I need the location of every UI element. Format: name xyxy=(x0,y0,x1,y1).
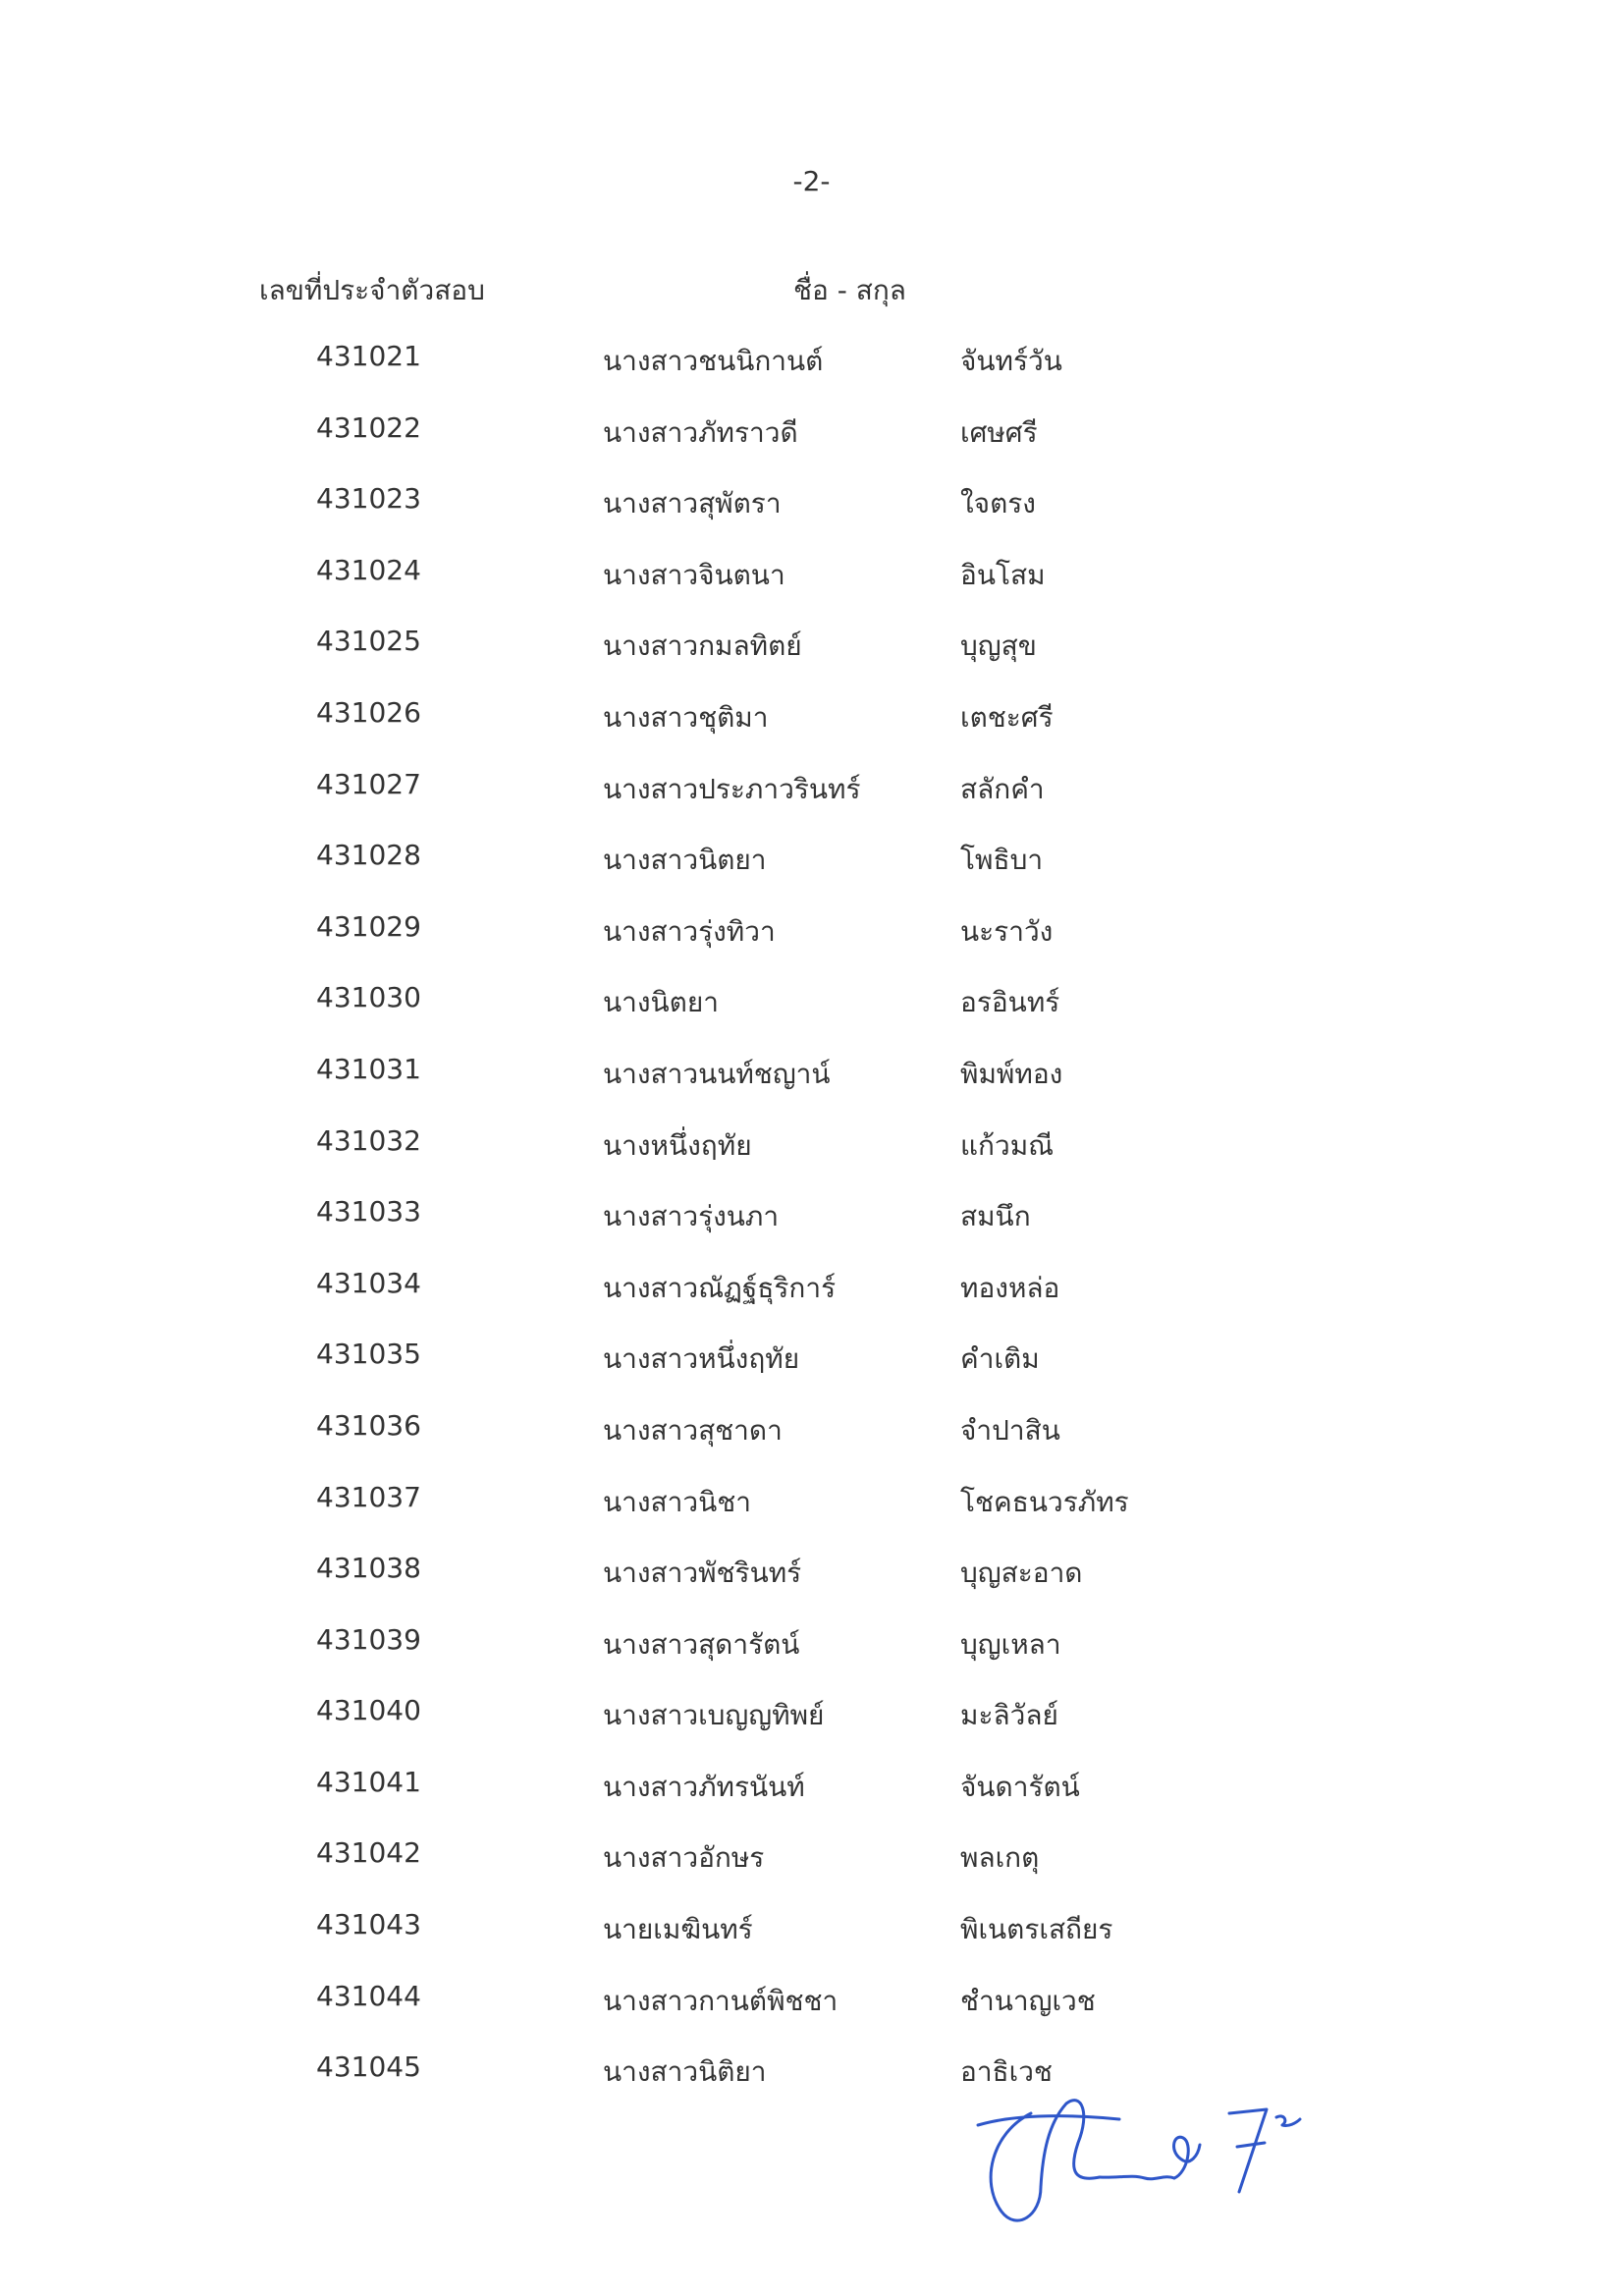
table-row xyxy=(0,2050,1623,2122)
candidate-last-name: จันดารัตน์ xyxy=(960,1770,1080,1803)
candidate-last-name: พิเนตรเสถียร xyxy=(960,1913,1113,1946)
candidate-id: 431025 xyxy=(316,625,421,658)
candidate-first-name: นางสาวชุติมา xyxy=(603,700,769,734)
candidate-last-name: อรอินทร์ xyxy=(960,986,1060,1019)
candidate-id: 431042 xyxy=(316,1836,421,1870)
table-row xyxy=(0,340,1623,411)
candidate-id: 431033 xyxy=(316,1195,421,1229)
candidate-id: 431028 xyxy=(316,839,421,872)
candidate-first-name: นางสาวนิชา xyxy=(603,1485,751,1518)
candidate-last-name: สลักคำ xyxy=(960,772,1045,805)
candidate-id: 431039 xyxy=(316,1622,421,1656)
table-row xyxy=(0,1267,1623,1339)
table-row xyxy=(0,1409,1623,1481)
table-row xyxy=(0,839,1623,910)
page-number: -2- xyxy=(792,165,831,197)
candidate-last-name: โชคธนวรภัทร xyxy=(960,1485,1129,1518)
header-name-label: ชื่อ - สกุล xyxy=(793,274,906,306)
candidate-id: 431043 xyxy=(316,1908,421,1941)
table-row xyxy=(0,1552,1623,1623)
candidate-first-name: นางสาวภัทรนันท์ xyxy=(603,1770,805,1803)
table-row xyxy=(0,625,1623,696)
table-row xyxy=(0,1908,1623,1980)
candidate-last-name: อาธิเวช xyxy=(960,2055,1053,2089)
candidate-first-name: นางสาวจินตนา xyxy=(603,558,785,591)
candidate-first-name: นางสาวกานต์พิชชา xyxy=(603,1984,839,2017)
candidate-first-name: นางหนึ่งฤทัย xyxy=(603,1128,752,1162)
candidate-last-name: บุญสะอาด xyxy=(960,1557,1083,1590)
table-row xyxy=(0,1766,1623,1837)
candidate-first-name: นางสาวณัฏฐ์ธุริการ์ xyxy=(603,1271,837,1304)
candidate-id: 431030 xyxy=(316,981,421,1014)
candidate-last-name: ทองหล่อ xyxy=(960,1271,1060,1304)
table-row xyxy=(0,482,1623,554)
candidate-first-name: นางสาวสุพัตรา xyxy=(603,487,782,520)
candidate-first-name: นางสาวประภาวรินทร์ xyxy=(603,772,861,805)
candidate-id: 431027 xyxy=(316,767,421,800)
candidate-last-name: จันทร์วัน xyxy=(960,345,1062,377)
candidate-last-name: นะราวัง xyxy=(960,914,1054,948)
candidate-last-name: โพธิบา xyxy=(960,844,1044,877)
candidate-last-name: บุญเหลา xyxy=(960,1627,1061,1661)
candidate-id: 431040 xyxy=(316,1694,421,1727)
candidate-first-name: นางสาวอักษร xyxy=(603,1841,765,1875)
table-row xyxy=(0,1481,1623,1553)
candidate-id: 431032 xyxy=(316,1123,421,1157)
candidate-id: 431041 xyxy=(316,1765,421,1798)
table-row xyxy=(0,981,1623,1053)
candidate-last-name: เตชะศรี xyxy=(960,700,1054,734)
candidate-last-name: จำปาสิน xyxy=(960,1413,1060,1447)
candidate-first-name: นางสาวสุชาดา xyxy=(603,1413,783,1447)
candidate-id: 431038 xyxy=(316,1552,421,1585)
candidate-id: 431021 xyxy=(316,340,421,372)
candidate-last-name: เศษศรี xyxy=(960,415,1038,449)
candidate-first-name: นางสาวนิตยา xyxy=(603,844,767,877)
candidate-first-name: นางสาวนนท์ชญาน์ xyxy=(603,1057,831,1090)
candidate-id: 431031 xyxy=(316,1052,421,1085)
candidate-first-name: นางสาวชนนิกานต์ xyxy=(603,345,824,377)
candidate-first-name: นางสาวกมลทิตย์ xyxy=(603,629,802,663)
table-row xyxy=(0,1980,1623,2051)
candidate-last-name: ใจตรง xyxy=(960,487,1036,520)
table-row xyxy=(0,768,1623,840)
candidate-first-name: นางนิตยา xyxy=(603,986,719,1019)
candidate-id: 431035 xyxy=(316,1338,421,1371)
candidate-last-name: บุญสุข xyxy=(960,629,1037,663)
candidate-id: 431026 xyxy=(316,695,421,729)
candidate-id: 431036 xyxy=(316,1408,421,1442)
candidate-last-name: พลเกตุ xyxy=(960,1841,1040,1875)
candidate-last-name: อินโสม xyxy=(960,558,1046,591)
table-row xyxy=(0,1836,1623,1908)
candidate-id: 431045 xyxy=(316,2050,421,2084)
candidate-last-name: คำเติม xyxy=(960,1342,1040,1376)
table-row xyxy=(0,554,1623,626)
candidate-id: 431023 xyxy=(316,482,421,516)
table-row xyxy=(0,1124,1623,1196)
table-row xyxy=(0,1694,1623,1766)
candidate-id: 431044 xyxy=(316,1979,421,2012)
candidate-last-name: มะลิวัลย์ xyxy=(960,1699,1058,1732)
candidate-id: 431022 xyxy=(316,410,421,444)
table-row xyxy=(0,1338,1623,1409)
candidate-first-name: นางสาวหนึ่งฤทัย xyxy=(603,1342,800,1376)
candidate-first-name: นางสาวรุ่งทิวา xyxy=(603,914,776,948)
candidate-last-name: ชำนาญเวช xyxy=(960,1984,1096,2017)
table-row xyxy=(0,910,1623,982)
header-id-label: เลขที่ประจำตัวสอบ xyxy=(259,274,485,306)
candidate-first-name: นางสาวเบญญทิพย์ xyxy=(603,1699,825,1732)
table-row xyxy=(0,1623,1623,1695)
signature-icon xyxy=(972,2084,1345,2231)
table-row xyxy=(0,1053,1623,1124)
candidate-first-name: นางสาวรุ่งนภา xyxy=(603,1200,780,1233)
candidate-id: 431037 xyxy=(316,1480,421,1513)
table-row xyxy=(0,411,1623,483)
candidate-last-name: สมนึก xyxy=(960,1200,1031,1233)
candidate-last-name: พิมพ์ทอง xyxy=(960,1057,1063,1090)
candidate-id: 431034 xyxy=(316,1266,421,1299)
candidate-last-name: แก้วมณี xyxy=(960,1128,1055,1162)
candidate-first-name: นางสาวสุดารัตน์ xyxy=(603,1627,800,1661)
candidate-first-name: นายเมฆินทร์ xyxy=(603,1913,753,1946)
candidate-first-name: นางสาวภัทราวดี xyxy=(603,415,798,449)
table-row xyxy=(0,1195,1623,1267)
candidate-list xyxy=(0,340,1623,2122)
candidate-id: 431024 xyxy=(316,553,421,586)
candidate-first-name: นางสาวพัชรินทร์ xyxy=(603,1557,802,1590)
candidate-id: 431029 xyxy=(316,909,421,943)
candidate-first-name: นางสาวนิติยา xyxy=(603,2055,767,2089)
table-row xyxy=(0,696,1623,768)
